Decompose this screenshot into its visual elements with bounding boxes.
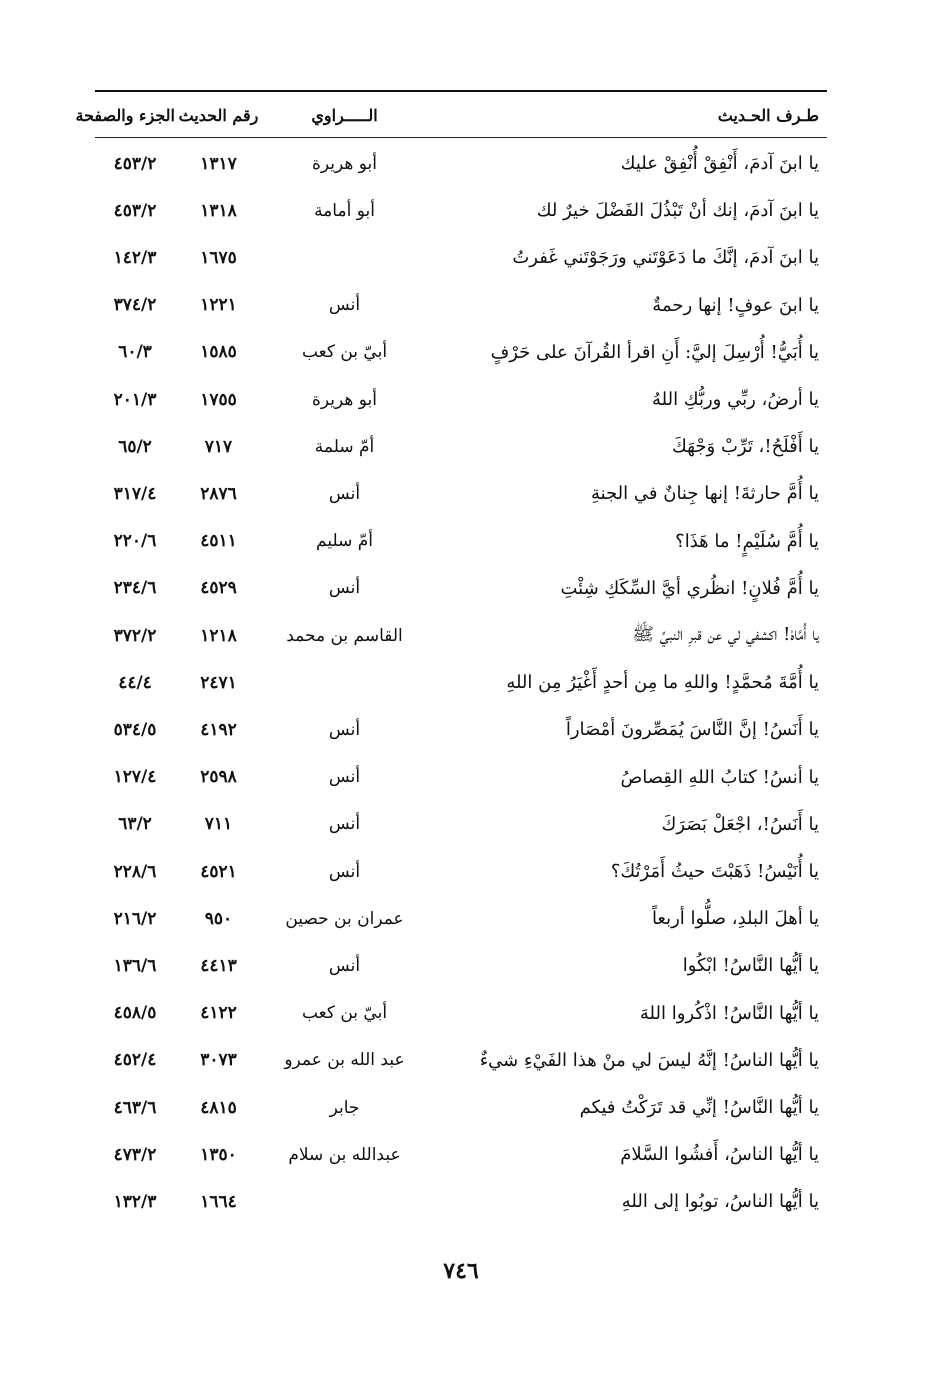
page-number: ٧٤٦ <box>443 1258 479 1284</box>
table-row <box>95 942 827 989</box>
table-row <box>95 376 827 423</box>
table-row <box>95 895 827 942</box>
volume-page: ٢٣٤/٦ <box>113 578 157 599</box>
hadith-number: ٤٥٢١ <box>200 861 237 882</box>
volume-page: ٣٧٢/٢ <box>113 625 157 646</box>
index-page <box>75 90 827 1330</box>
hadith-number: ٤٤١٣ <box>200 955 237 976</box>
volume-page: ٤٧٣/٢ <box>113 1144 157 1165</box>
table-row <box>95 1131 827 1178</box>
hadith-text: يا أيُّها النَّاسُ! اذْكُروا اللهَ <box>639 1002 819 1024</box>
narrator-text: أنس <box>328 955 361 976</box>
table-row <box>95 612 827 659</box>
table-row <box>95 1084 827 1131</box>
narrator-text: جابر <box>329 1097 360 1118</box>
hadith-text: يا أيُّها الناسُ! إنَّهُ ليسَ لي منْ هذا الفَيْءِ شيءٌ <box>479 1049 819 1071</box>
narrator-text: أنس <box>328 767 361 788</box>
table-row <box>95 848 827 895</box>
table-row <box>95 706 827 753</box>
hadith-number: ٤٥١١ <box>200 531 237 552</box>
narrator-text: أنس <box>328 719 361 740</box>
hadith-text: يا أُمَّ سُلَيْمٍ! ما هَذَا؟ <box>675 530 819 552</box>
narrator-text: أبو هريرة <box>311 153 377 174</box>
hadith-text: يا أَفْلَحُ!، تَرِّبْ وَجْهَكَ <box>671 436 819 458</box>
table-row <box>95 470 827 517</box>
narrator-text: أبيّ بن كعب <box>301 342 388 363</box>
volume-page: ٤٥٣/٢ <box>113 153 157 174</box>
hadith-text: يا أُبَيُّ! أُرْسِلَ إليَّ: أَنِ اقرأ القُرآنَ على حَرْفٍ <box>490 341 819 363</box>
table-row <box>95 187 827 234</box>
hadith-number: ٤١٩٢ <box>200 719 237 740</box>
narrator-text: عبد الله بن عمرو <box>284 1050 405 1071</box>
hadith-text: يا ابنَ آدمَ، إنَّكَ ما دَعَوْتَني ورَجَوْتَني غَفرتُ <box>512 247 819 269</box>
volume-page: ١٤٢/٣ <box>113 247 157 268</box>
volume-page: ٤٥٢/٤ <box>113 1050 157 1071</box>
narrator-text: أبو هريرة <box>311 389 377 410</box>
header-rule <box>95 137 827 138</box>
hadith-number: ١٣١٧ <box>200 153 237 174</box>
table-row <box>95 565 827 612</box>
narrator-text: أنس <box>328 295 361 316</box>
header-narrator: الـــــراوي <box>311 105 378 125</box>
header-vol-page: الجزء والصفحة <box>75 105 175 125</box>
hadith-number: ٣٠٧٣ <box>200 1050 237 1071</box>
narrator-text: القاسم بن محمد <box>286 625 403 646</box>
narrator-text: عبدالله بن سلام <box>288 1144 401 1165</box>
hadith-text: يا ابنَ آدمَ، أَنْفِقْ أُنْفِقْ عليك <box>620 153 819 174</box>
hadith-text: يا أيُّها الناسُ، توبُوا إلى اللهِ <box>621 1191 819 1213</box>
header-number: رقم الحديث <box>178 105 259 125</box>
volume-page: ٣١٧/٤ <box>113 483 157 504</box>
narrator-text: أنس <box>328 483 361 504</box>
hadith-text: يا أُمَّ حارثةَ! إنها جِنانٌ في الجنةِ <box>590 483 819 505</box>
hadith-text: يا أيُّها النَّاسُ! ابْكُوا <box>682 955 819 977</box>
hadith-number: ٤٨١٥ <box>200 1097 237 1118</box>
table-row <box>95 1037 827 1084</box>
table-row <box>95 801 827 848</box>
volume-page: ١٣٢/٣ <box>113 1191 157 1212</box>
volume-page: ٣٧٤/٢ <box>113 295 157 316</box>
volume-page: ٤٥٣/٢ <box>113 200 157 221</box>
volume-page: ٦٣/٢ <box>118 814 152 835</box>
hadith-number: ٧١١ <box>204 814 233 835</box>
hadith-number: ٤٥٢٩ <box>200 578 237 599</box>
hadith-text: يا أيُّها الناسُ، أَفشُوا السَّلامَ <box>620 1144 819 1166</box>
volume-page: ٤٦٣/٦ <box>113 1097 157 1118</box>
hadith-text: يا أَنَسُ! إنَّ النَّاسَ يُمَصِّرونَ أمْصَاراً <box>565 719 819 741</box>
hadith-number: ١٣١٨ <box>200 200 237 221</box>
volume-page: ٢٢٠/٦ <box>113 531 157 552</box>
table-row <box>95 329 827 376</box>
table-row <box>95 659 827 706</box>
volume-page: ٤٥٨/٥ <box>113 1003 157 1024</box>
hadith-text: يا أُمَّ فُلانٍ! انظُري أيَّ السِّكَكِ شِئْتِ <box>560 577 819 599</box>
hadith-text: يا أَنَسُ!، اجْعَلْ بَصَرَكَ <box>661 813 819 835</box>
hadith-text: يا ابنَ عوفٍ! إنها رحمةٌ <box>652 294 819 316</box>
hadith-text: يا ابنَ آدمَ، إنك أنْ تَبْذُلَ الفَضْلَ خيرٌ لك <box>536 200 819 222</box>
hadith-text: يا أُمَّةَ مُحمَّدٍ! واللهِ ما مِن أحدٍ أَغْيَرُ مِن اللهِ <box>506 672 819 694</box>
volume-page: ١٣٦/٦ <box>113 955 157 976</box>
hadith-number: ١٣٥٠ <box>200 1144 237 1165</box>
volume-page: ٥٣٤/٥ <box>113 719 157 740</box>
table-row <box>95 423 827 470</box>
table-row <box>95 140 827 187</box>
narrator-text: أنس <box>328 861 361 882</box>
top-rule <box>95 90 827 92</box>
hadith-text: يا أُمَّاهْ! اكشفي لي عن قبرِ النبيِّ ﷺ <box>632 623 819 645</box>
narrator-text: أنس <box>328 578 361 599</box>
narrator-text: أبو أمامة <box>314 200 375 221</box>
volume-page: ٢١٦/٢ <box>113 908 157 929</box>
narrator-text: عمران بن حصين <box>285 908 404 929</box>
table-row <box>95 282 827 329</box>
hadith-number: ٢٥٩٨ <box>200 767 237 788</box>
table-header <box>75 95 827 135</box>
table-row <box>95 754 827 801</box>
narrator-text: أبيّ بن كعب <box>301 1003 388 1024</box>
hadith-number: ١٧٥٥ <box>200 389 237 410</box>
hadith-number: ٢٤٧١ <box>200 672 237 693</box>
hadith-text: يا أهلَ البلدِ، صلُّوا أربعاً <box>651 908 819 930</box>
hadith-number: ٧١٧ <box>204 436 233 457</box>
volume-page: ٢٠١/٣ <box>113 389 157 410</box>
hadith-number: ٤١٢٢ <box>200 1003 237 1024</box>
volume-page: ٢٢٨/٦ <box>113 861 157 882</box>
volume-page: ١٢٧/٤ <box>113 767 157 788</box>
hadith-number: ١٢٢١ <box>200 295 237 316</box>
narrator-text: أنس <box>328 814 361 835</box>
hadith-text: يا أرضُ، ربِّي وربُّكِ اللهُ <box>651 389 819 410</box>
header-hadith: طـرف الحـديث <box>717 105 819 125</box>
table-row <box>95 990 827 1037</box>
volume-page: ٦٠/٣ <box>118 342 152 363</box>
hadith-text: يا أنسُ! كتابُ اللهِ القِصاصُ <box>620 766 819 788</box>
hadith-text: يا أُنَيْسُ! ذَهَبْتَ حيثُ أَمَرْتُكَ؟ <box>610 861 819 882</box>
table-row <box>95 518 827 565</box>
hadith-number: ١٢١٨ <box>200 625 237 646</box>
table-row <box>95 234 827 281</box>
narrator-text: أمّ سلمة <box>314 436 375 457</box>
table-row <box>95 1178 827 1225</box>
hadith-number: ٩٥٠ <box>204 908 233 929</box>
hadith-text: يا أيُّها النَّاسُ! إنِّي قد تَرَكْتُ فيكم <box>579 1097 819 1118</box>
narrator-text: أمّ سليم <box>316 531 373 552</box>
hadith-number: ١٦٦٤ <box>200 1191 237 1212</box>
volume-page: ٤٤/٤ <box>118 672 152 693</box>
hadith-number: ١٥٨٥ <box>200 342 237 363</box>
hadith-number: ١٦٧٥ <box>200 247 237 268</box>
volume-page: ٦٥/٢ <box>118 436 152 457</box>
hadith-number: ٢٨٧٦ <box>200 483 237 504</box>
